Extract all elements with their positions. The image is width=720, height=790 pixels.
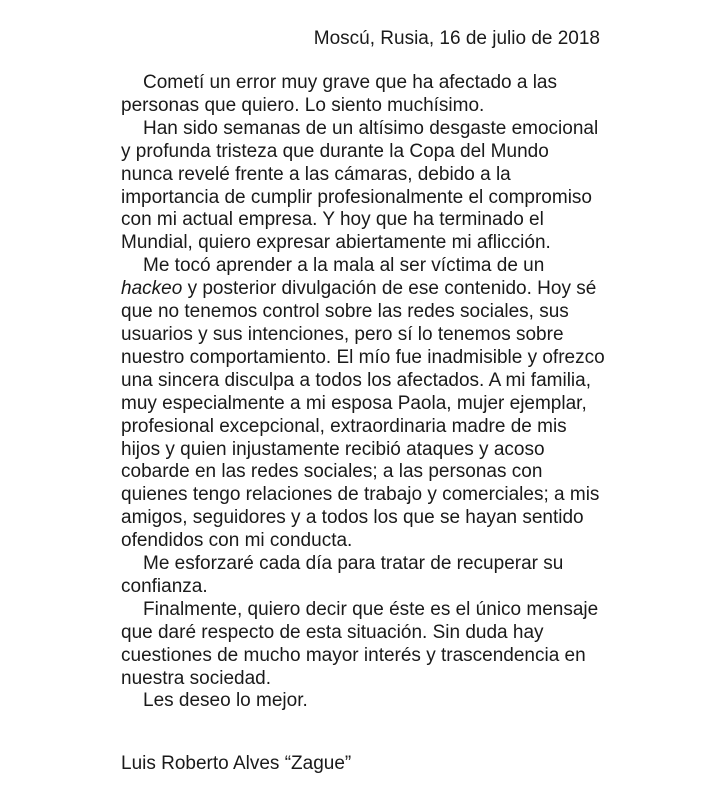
- paragraph-hack-italic: hackeo: [121, 278, 183, 300]
- paragraph-hack-lead: Me tocó aprender a la mala al ser víctima de un: [143, 255, 545, 277]
- paragraph-hack: [121, 255, 605, 553]
- paragraph-hack-rest: y posterior divulgación de ese contenido. Hoy sé que no tenemos control sobre las redes sociales, sus usuarios y sus intenciones, pero sí lo tenemos sobre nuestro comportamiento. El mío fue inadmisible y ofrezco una sincera disculpa a todos los afectados. A mi familia, muy especialmente a mi esposa Paola, mujer ejemplar, profesional excepcional, extraordinaria madre de mis hijos y quien injustamente recibió ataques y acoso cobarde en las redes sociales; a las personas con quienes tengo relaciones de trabajo y comerciales; a mis amigos, seguidores y a todos los que se hayan sentido ofendidos con mi conducta.: [121, 278, 605, 552]
- paragraph-world-cup: Han sido semanas de un altísimo desgaste emocional y profunda tristeza que durante la Copa del Mundo nunca revelé frente a las cámaras, debido a la importancia de cumplir profesionalmente el compromiso con mi actual empresa. Y hoy que ha terminado el Mundial, quiero expresar abiertamente mi aflicción.: [121, 117, 599, 254]
- paragraph-final: Finalmente, quiero decir que éste es el único mensaje que daré respecto de esta situación. Sin duda hay cuestiones de mucho mayor interés y trascendencia en nuestra sociedad.: [121, 598, 599, 689]
- letter-body: [121, 72, 605, 713]
- paragraph-apology: Cometí un error muy grave que ha afectado a las personas que quiero. Lo siento muchísimo.: [121, 72, 558, 116]
- dateline: Moscú, Rusia, 16 de julio de 2018: [313, 28, 600, 49]
- signature: Luis Roberto Alves “Zague”: [121, 753, 352, 774]
- paragraph-closing: Les deseo lo mejor.: [143, 690, 308, 712]
- paragraph-trust: Me esforzaré cada día para tratar de recuperar su confianza.: [121, 553, 564, 597]
